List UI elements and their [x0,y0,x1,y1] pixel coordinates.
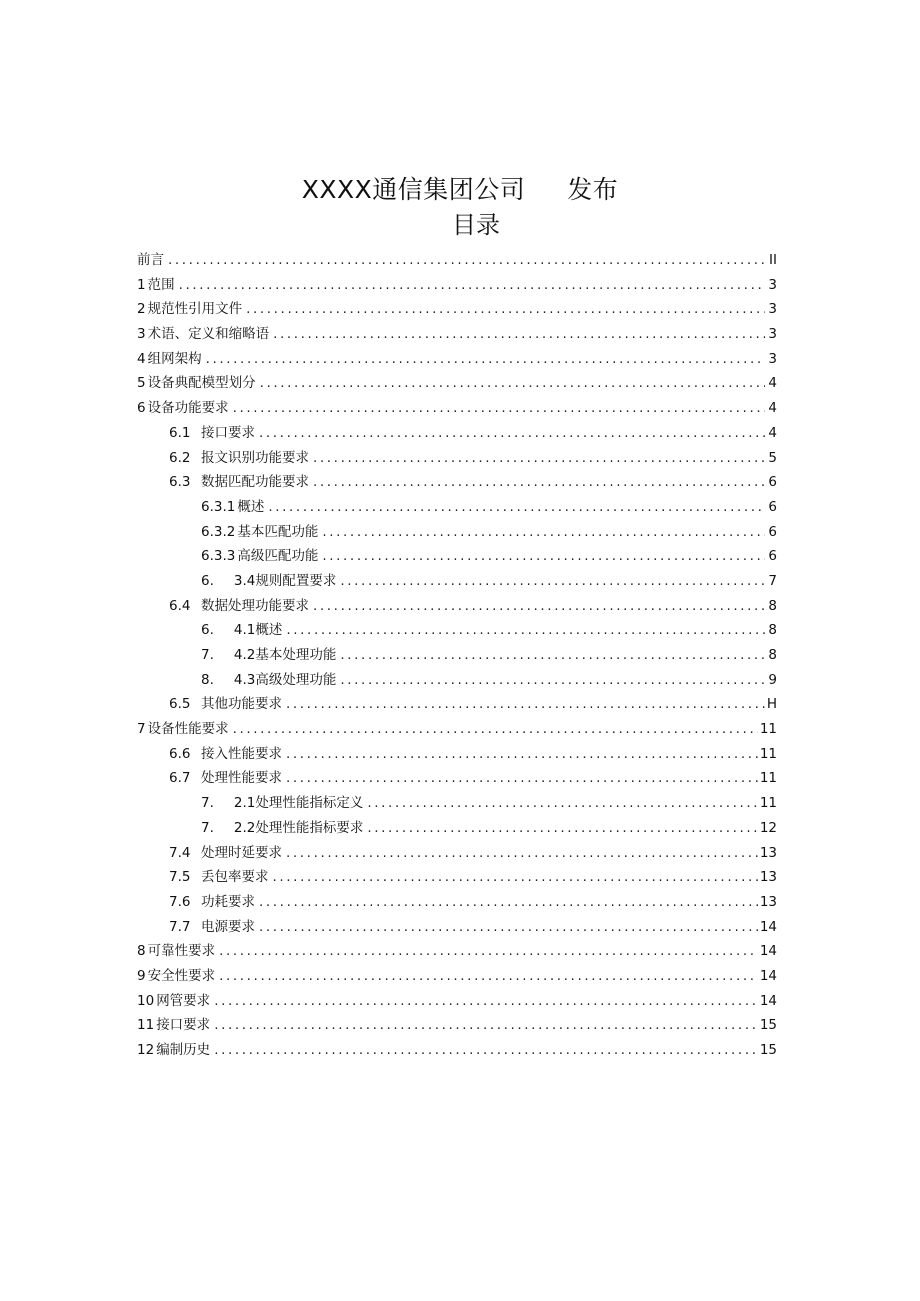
toc-entry-title: 处理性能要求 [201,770,282,787]
publisher-line [0,170,920,206]
toc-entry-prefix: 7. [201,795,214,812]
toc-entry-page: 14 [759,992,777,1009]
toc-entry-page: 11 [759,721,777,738]
toc-entry[interactable] [137,692,777,717]
toc-entry-prefix: 6. [201,622,214,639]
toc-entry-page: 4 [768,375,777,392]
toc-entry-page: 7 [768,572,777,589]
toc-entry-title: 术语、定义和缩略语 [147,326,270,343]
toc-entry-number: 2.1 [233,795,256,812]
toc-entry[interactable] [137,495,777,520]
toc-entry-title: 可靠性要求 [147,943,216,960]
toc-entry-page: 14 [759,918,777,935]
toc-entry-title: 接口要求 [201,424,255,441]
toc-entry-page: 3 [768,350,777,367]
toc-entry-page: 11 [759,795,777,812]
toc-leader-dots [286,742,758,767]
toc-entry-title: 数据匹配功能要求 [201,474,309,491]
toc-leader-dots [168,248,765,273]
toc-entry[interactable] [137,248,777,273]
toc-leader-dots [367,791,757,816]
toc-entry-page: II [769,252,777,268]
toc-entry-title: 编制历史 [156,1042,211,1058]
toc-entry-page: 14 [759,967,777,984]
toc-entry-title: 其他功能要求 [201,696,282,713]
toc-entry-number: 6.3.3 [201,548,236,565]
toc-leader-dots [268,495,765,520]
toc-entry[interactable] [137,791,777,816]
toc-entry-title: 网管要求 [156,992,211,1009]
toc-entry-page: 3 [768,301,777,318]
toc-entry-title: 高级匹配功能 [237,548,319,565]
toc-entry-page: 6 [768,523,777,540]
toc-entry-page: 12 [759,819,777,836]
toc-entry-page: 15 [759,1042,777,1058]
toc-entry-number: 2 [137,301,146,318]
toc-entry-prefix: 8. [201,671,214,688]
toc-entry[interactable] [137,964,777,989]
toc-entry-number: 6.5 [169,696,191,713]
toc-entry-number: 4 [137,350,146,367]
toc-entry-number: 8 [137,943,146,960]
toc-leader-dots [246,297,765,322]
toc-leader-dots [340,643,765,668]
toc-leader-dots [286,618,765,643]
toc-entry[interactable] [137,569,777,594]
toc-entry-title: 设备功能要求 [147,400,229,417]
toc-title: 目录 [452,211,500,239]
toc-entry[interactable] [137,643,777,668]
toc-entry-title: 基本匹配功能 [237,523,319,540]
toc-leader-dots [273,322,765,347]
toc-entry-page: 8 [768,622,777,639]
toc-leader-dots [214,1013,758,1038]
toc-entry[interactable] [137,742,777,767]
toc-entry-page: 15 [759,1017,777,1034]
toc-entry-title: 组网架构 [147,350,202,367]
toc-entry-page: 6 [768,474,777,491]
toc-leader-dots [233,396,765,421]
toc-entry-number: 7.6 [169,893,191,910]
toc-entry-number: 6.7 [169,770,191,787]
toc-entry[interactable] [137,717,777,742]
toc-entry-number: 6.6 [169,745,191,762]
toc-entry-title: 接口要求 [156,1017,211,1034]
toc-entry[interactable] [137,890,777,915]
toc-entry[interactable] [137,865,777,890]
toc-entry[interactable] [137,841,777,866]
toc-entry-title: 基本处理功能 [255,647,337,663]
toc-entry[interactable] [137,421,777,446]
toc-entry-page: 6 [768,548,777,565]
toc-entry[interactable] [137,520,777,545]
toc-entry-title: 概述 [255,622,283,639]
toc-entry-page: 3 [768,326,777,343]
toc-entry[interactable] [137,1013,777,1038]
toc-entry-page: 13 [759,893,777,910]
toc-entry-page: 11 [759,745,777,762]
toc-leader-dots [179,273,765,298]
toc-entry-number: 11 [137,1017,155,1034]
toc-entry-title: 概述 [237,498,265,515]
toc-entry-title: 数据处理功能要求 [201,597,309,614]
toc-leader-dots [273,865,758,890]
toc-entry-title: 接入性能要求 [201,745,282,762]
toc-entry-title: 电源要求 [201,918,255,935]
toc-entry-title: 功耗要求 [201,893,255,910]
toc-entry-title: 设备性能要求 [147,721,229,738]
toc-leader-dots [322,520,765,545]
toc-entry-title: 前言 [137,252,164,268]
toc-entry[interactable] [137,668,777,693]
toc-entry-prefix: 7. [201,819,214,836]
toc-entry-prefix: 6. [201,572,214,589]
toc-leader-dots [214,989,758,1014]
toc-entry-number: 4.2 [233,647,256,663]
toc-entry[interactable] [137,816,777,841]
toc-leader-dots [219,964,758,989]
publisher-name: XXXX通信集团公司 [301,175,526,204]
toc-leader-dots [259,421,765,446]
toc-leader-dots [313,470,765,495]
toc-entry-page: 8 [768,597,777,614]
toc-leader-dots [214,1038,758,1063]
toc-entry-page: 5 [768,449,777,466]
toc-leader-dots [259,915,758,940]
toc-entry-number: 6.3 [169,474,191,491]
toc-entry-title: 丢包率要求 [201,869,269,886]
toc-leader-dots [286,766,758,791]
toc-entry-number: 12 [137,1042,155,1058]
toc-entry-page: 11 [759,770,777,787]
toc-entry-number: 10 [137,992,155,1009]
toc-entry[interactable] [137,915,777,940]
toc-entry-title: 处理性能指标定义 [255,795,364,812]
toc-entry[interactable] [137,939,777,964]
toc-entry[interactable] [137,273,777,298]
toc-entry-page: 13 [759,844,777,861]
toc-entry-page: 9 [768,671,777,688]
toc-entry[interactable] [137,1038,777,1063]
publish-label: 发布 [567,175,619,204]
toc-leader-dots [259,890,758,915]
toc-entry-title: 处理性能指标要求 [255,819,364,836]
toc-entry-page: 8 [768,647,777,663]
toc-entry-number: 4.1 [233,622,256,639]
toc-entry-title: 高级处理功能 [255,671,337,688]
toc-entry-number: 3.4 [233,572,256,589]
toc-entry-number: 6.2 [169,449,191,466]
toc-leader-dots [322,544,765,569]
toc-entry-number: 5 [137,375,146,392]
toc-entry-number: 6 [137,400,146,417]
toc-entry[interactable] [137,618,777,643]
toc-leader-dots [260,371,765,396]
toc-entry-number: 1 [137,276,146,293]
toc-entry[interactable] [137,594,777,619]
toc-entry-page: 4 [768,424,777,441]
toc-entry-page: 14 [759,943,777,960]
toc-leader-dots [286,841,758,866]
toc-entry-number: 4.3 [233,671,256,688]
toc-entry-page: 4 [768,400,777,417]
table-of-contents [137,248,777,1063]
toc-entry[interactable] [137,322,777,347]
toc-entry-title: 规则配置要求 [255,572,337,589]
toc-entry-number: 7 [137,721,146,738]
toc-entry-page: H [766,696,777,713]
toc-entry[interactable] [137,470,777,495]
toc-entry[interactable] [137,371,777,396]
toc-leader-dots [206,347,765,372]
toc-entry-title: 安全性要求 [147,967,216,984]
toc-entry[interactable] [137,766,777,791]
toc-entry-title: 范围 [147,276,175,293]
toc-entry[interactable] [137,544,777,569]
toc-leader-dots [340,668,765,693]
toc-leader-dots [340,569,765,594]
toc-entry[interactable] [137,347,777,372]
toc-leader-dots [313,594,765,619]
toc-entry-number: 7.7 [169,918,191,935]
toc-entry-title: 设备典配模型划分 [147,375,256,392]
toc-entry-number: 3 [137,326,146,343]
toc-entry-number: 7.4 [169,844,191,861]
toc-entry-number: 2.2 [233,819,256,836]
toc-entry-number: 6.1 [169,424,191,441]
toc-entry-page: 6 [768,498,777,515]
toc-entry-page: 3 [768,276,777,293]
toc-leader-dots [286,692,765,717]
toc-entry-title: 规范性引用文件 [147,301,243,318]
toc-entry[interactable] [137,297,777,322]
toc-entry-page: 13 [759,869,777,886]
toc-entry-number: 6.4 [169,597,191,614]
toc-entry-number: 9 [137,967,146,984]
toc-leader-dots [367,816,757,841]
toc-entry-prefix: 7. [201,647,214,663]
toc-leader-dots [313,446,765,471]
toc-leader-dots [233,717,758,742]
toc-entry[interactable] [137,446,777,471]
toc-entry-title: 报文识别功能要求 [201,449,309,466]
toc-entry-title: 处理时延要求 [201,844,282,861]
toc-entry[interactable] [137,396,777,421]
toc-entry-number: 7.5 [169,869,191,886]
toc-entry[interactable] [137,989,777,1014]
toc-entry-number: 6.3.2 [201,523,236,540]
toc-entry-number: 6.3.1 [201,498,236,515]
toc-leader-dots [219,939,758,964]
